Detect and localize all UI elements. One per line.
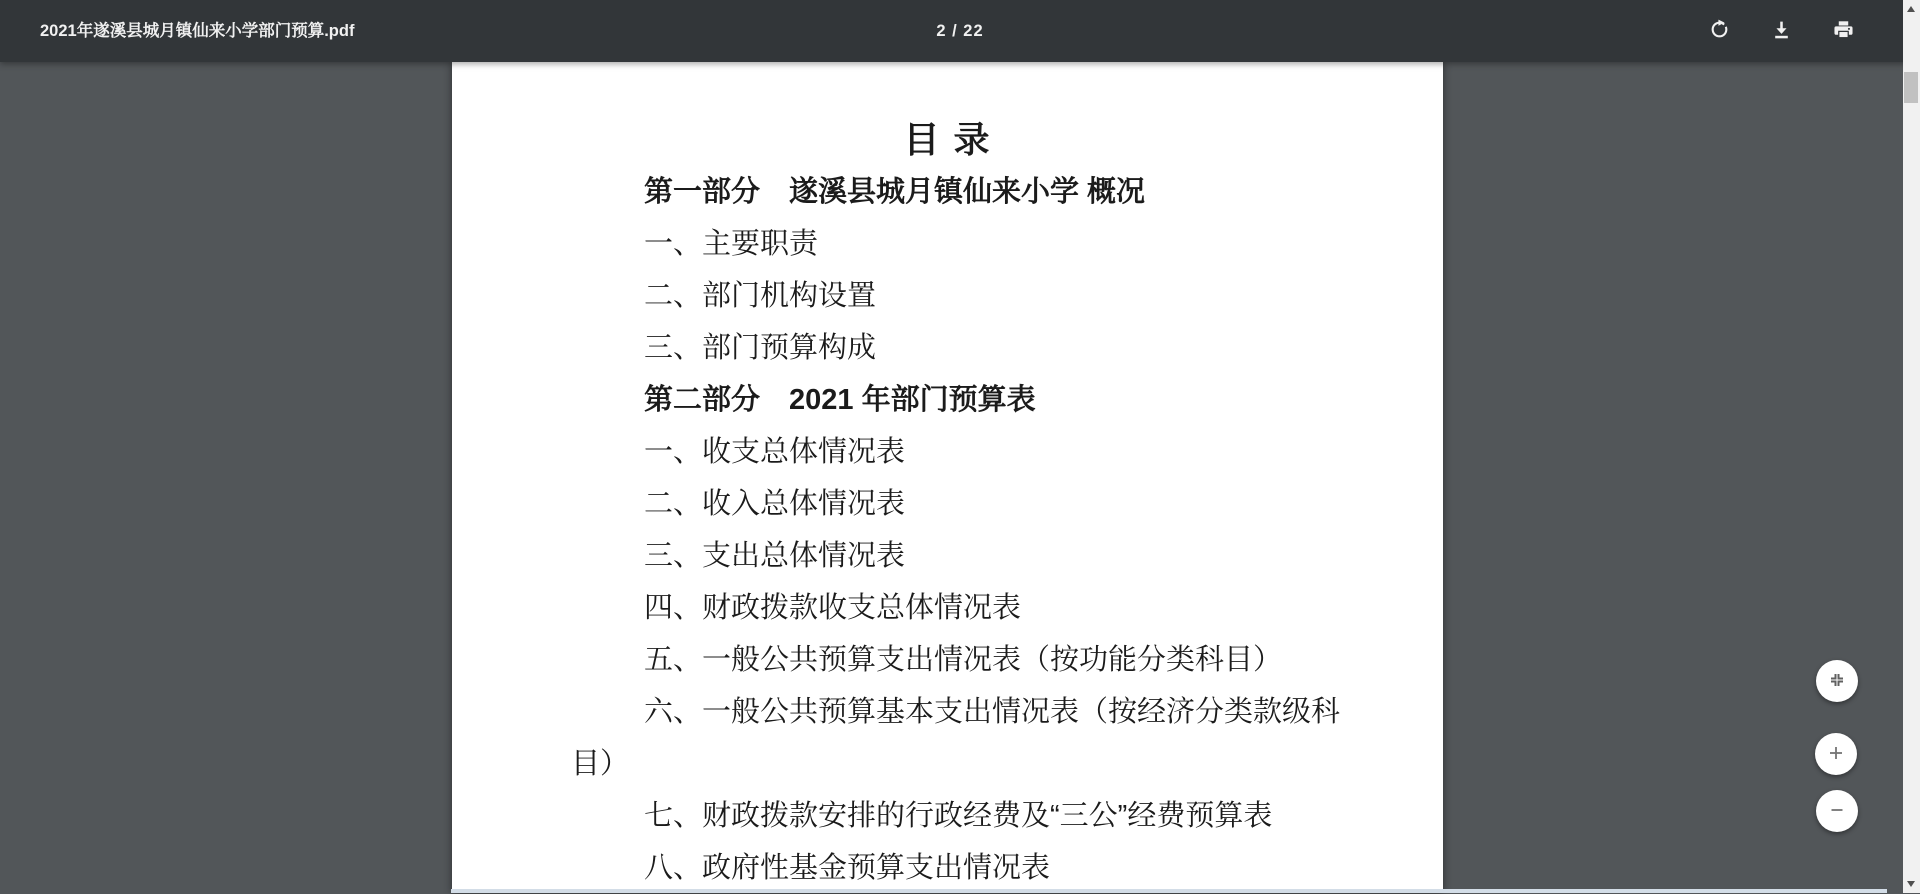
plus-icon (1826, 743, 1846, 766)
page-indicator[interactable]: 2 / 22 (936, 22, 984, 40)
download-button[interactable] (1770, 20, 1792, 42)
toc-entry: 三、支出总体情况表 (644, 540, 906, 572)
pdf-page (452, 62, 1443, 893)
toc-entry: 四、财政拨款收支总体情况表 (644, 592, 1022, 624)
print-button[interactable] (1832, 20, 1854, 42)
scroll-down-arrow-icon[interactable] (1903, 876, 1920, 893)
toc-entry: 一、主要职责 (644, 228, 819, 260)
toc-section: 第一部分 遂溪县城月镇仙来小学 概况 (644, 176, 1146, 208)
rotate-button[interactable] (1708, 20, 1730, 42)
bottom-edge-strip (451, 889, 1887, 893)
zoom-in-button[interactable] (1815, 733, 1857, 775)
rotate-clockwise-icon (1709, 19, 1730, 43)
fit-to-page-icon (1828, 671, 1846, 692)
scroll-up-arrow-icon[interactable] (1903, 0, 1920, 17)
print-icon (1833, 19, 1854, 43)
toc-section: 第二部分 2021 年部门预算表 (644, 384, 1036, 416)
toc-entry: 八、政府性基金预算支出情况表 (644, 852, 1051, 884)
toc-entry: 七、财政拨款安排的行政经费及“三公”经费预算表 (644, 800, 1273, 832)
pdf-toolbar (0, 0, 1920, 62)
download-icon (1771, 19, 1792, 43)
toc-entry: 二、部门机构设置 (644, 280, 877, 312)
toc-entry: 六、一般公共预算基本支出情况表（按经济分类款级科 (644, 696, 1341, 728)
toc-entry: 二、收入总体情况表 (644, 488, 906, 520)
toc-entry: 三、部门预算构成 (644, 332, 877, 364)
vertical-scrollbar[interactable] (1903, 0, 1920, 893)
minus-icon (1827, 800, 1847, 823)
fit-to-page-button[interactable] (1816, 660, 1858, 702)
document-filename: 2021年遂溪县城月镇仙来小学部门预算.pdf (40, 22, 355, 40)
zoom-out-button[interactable] (1816, 790, 1858, 832)
toc-entry: 五、一般公共预算支出情况表（按功能分类科目） (644, 644, 1283, 676)
table-of-contents (452, 114, 1443, 894)
toolbar-actions (1708, 0, 1854, 62)
toc-title: 目 录 (903, 119, 992, 160)
scrollbar-thumb[interactable] (1904, 72, 1918, 103)
toc-entry: 一、收支总体情况表 (644, 436, 906, 468)
toc-entry-wrap: 目） (571, 748, 630, 780)
